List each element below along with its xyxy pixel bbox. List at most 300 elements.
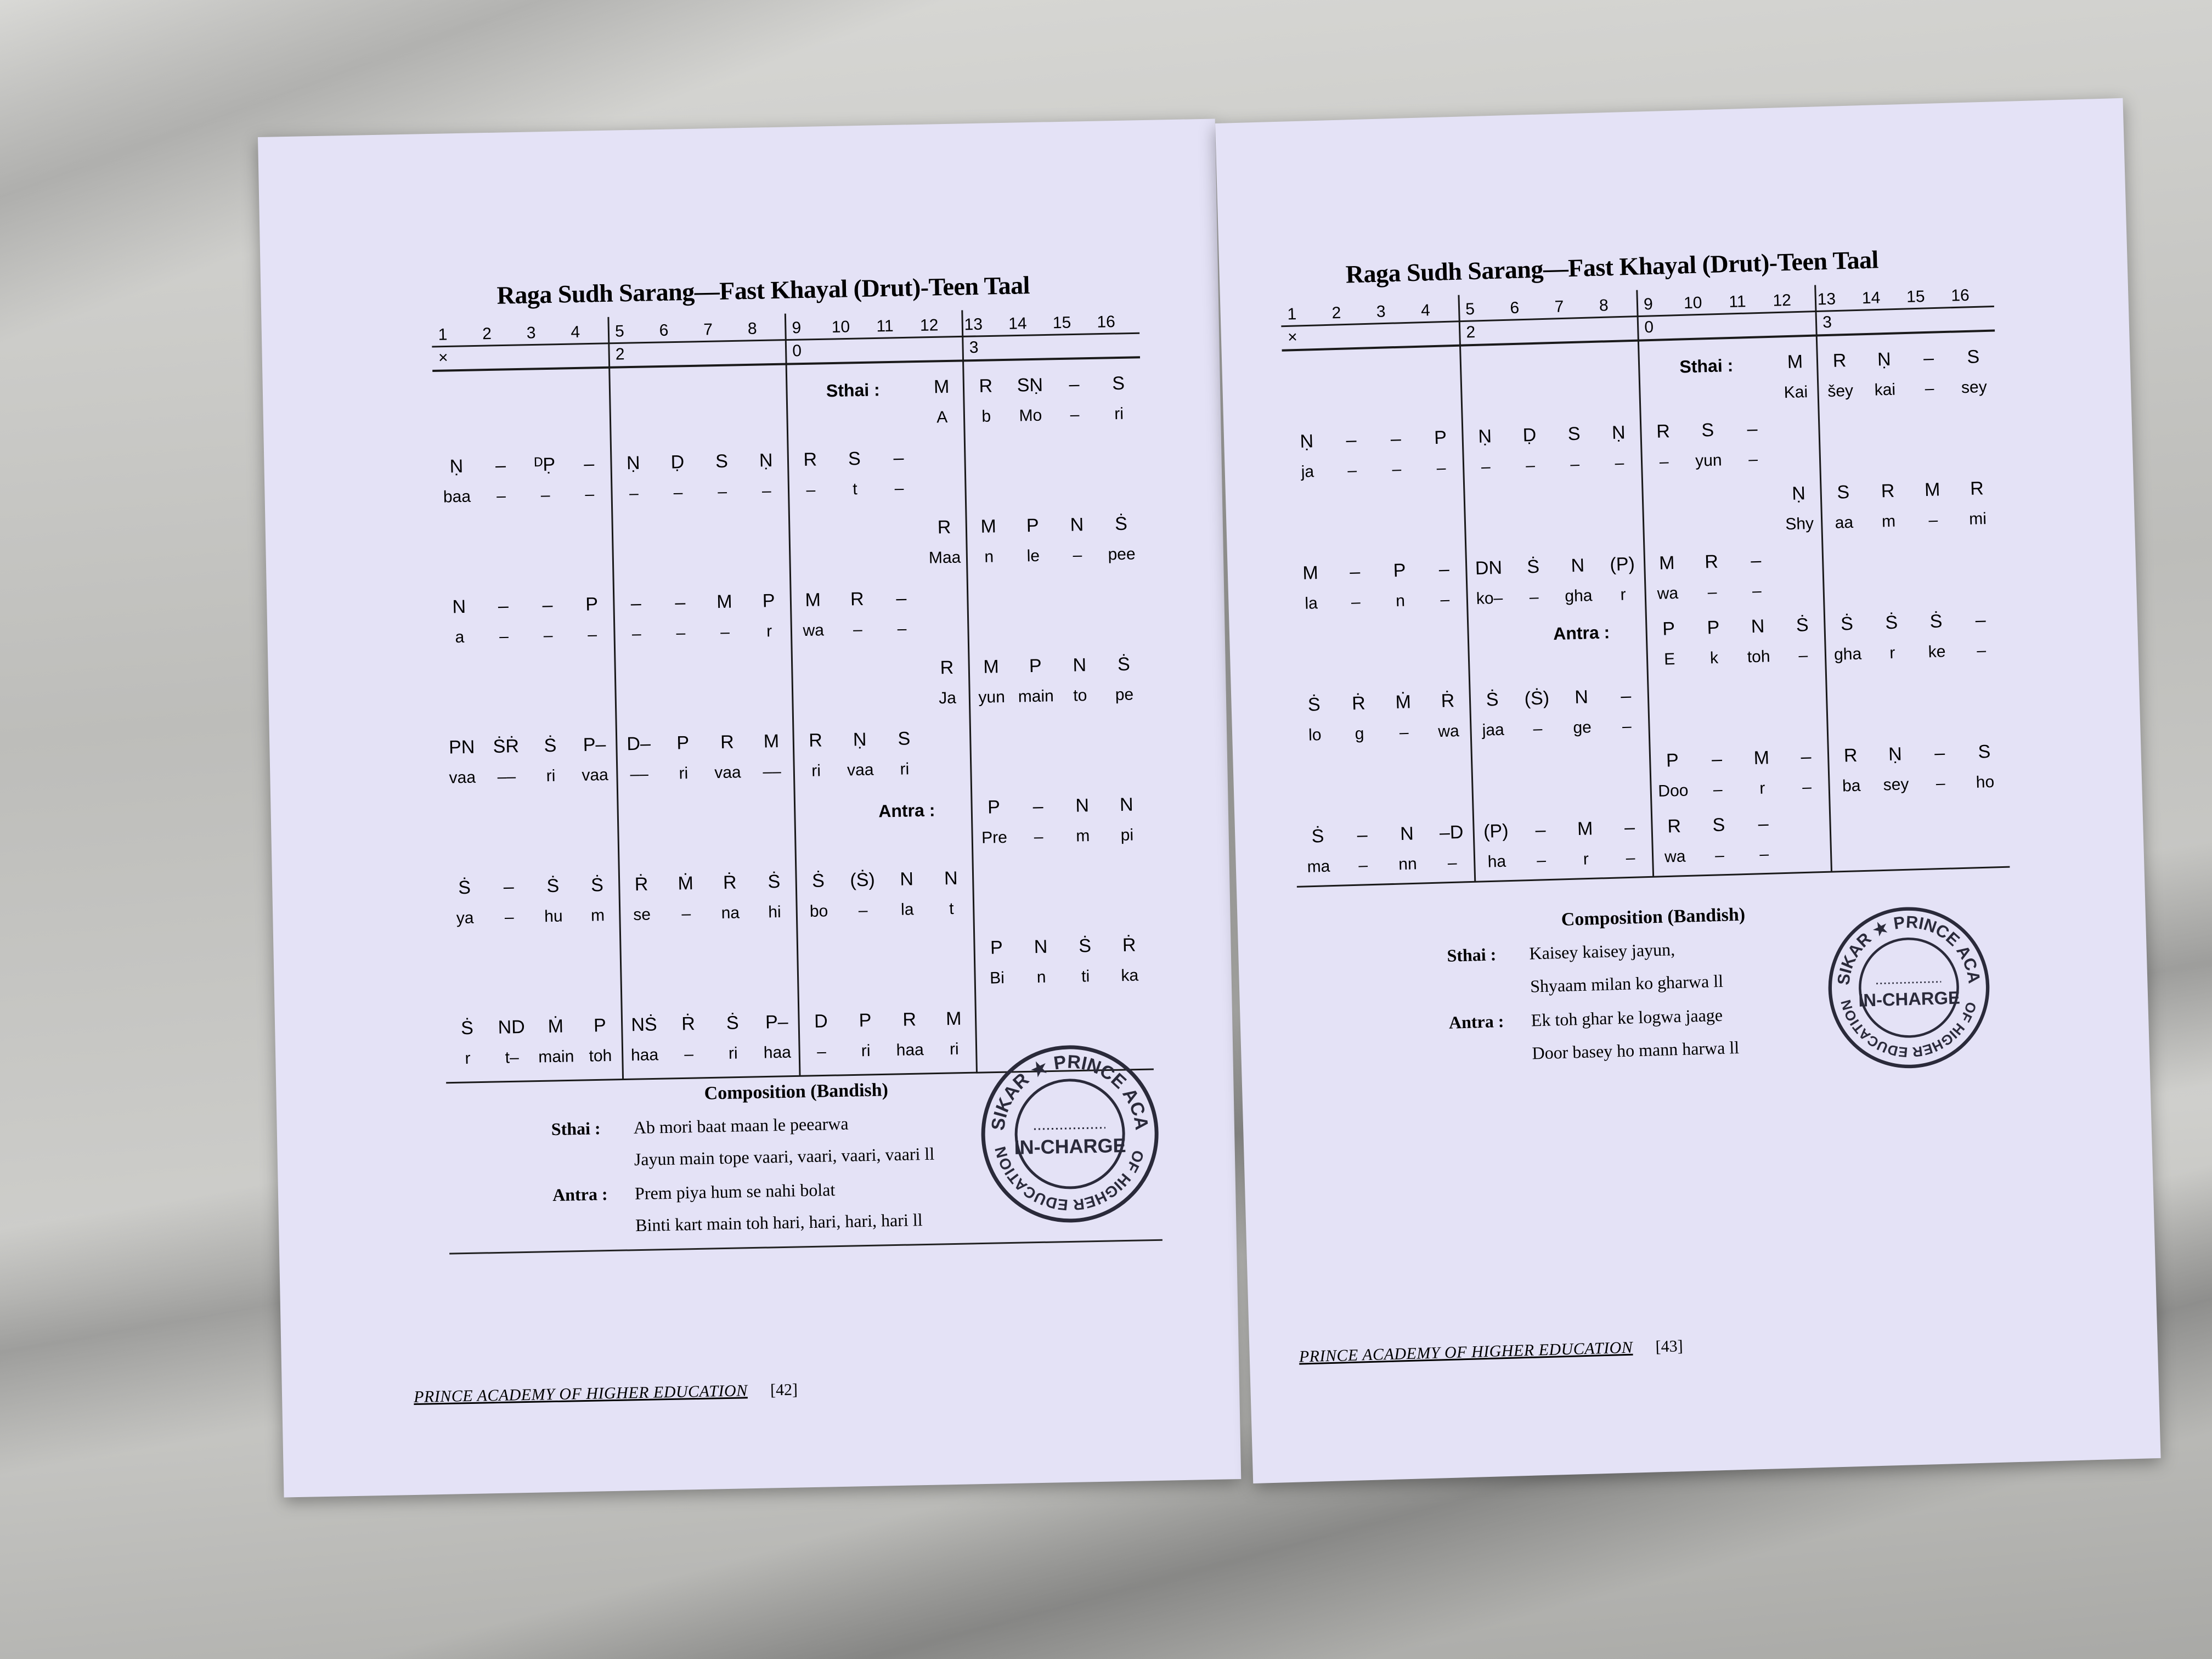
swar-note: Ṙ <box>681 1013 696 1035</box>
swar-note: N <box>1751 616 1765 637</box>
stamp <box>1824 903 1993 1072</box>
swar-note: – <box>893 447 904 469</box>
lyric-syllable: – <box>1536 851 1547 870</box>
swar-note: Ṡ <box>460 1017 474 1039</box>
lyric-syllable: Mo <box>1019 406 1042 425</box>
beat-number: 8 <box>1599 296 1609 315</box>
sthai-label: Sthai : <box>551 1118 601 1139</box>
lyric-syllable: t– <box>505 1048 520 1067</box>
swar-note: N <box>1119 794 1133 816</box>
swar-note: S <box>1836 481 1850 503</box>
swar-note: N <box>944 867 958 889</box>
stamp-seal-icon <box>978 1042 1162 1226</box>
lyric-syllable: ri <box>811 761 821 780</box>
lyric-syllable: wa <box>1664 847 1686 866</box>
swar-note: P <box>1393 560 1406 582</box>
swar-note: N <box>452 596 466 618</box>
beat-number: 9 <box>1643 295 1654 314</box>
notation-table <box>431 307 1153 1072</box>
lyric-syllable: – <box>1759 845 1769 864</box>
antra-label: Antra : <box>552 1184 608 1205</box>
taali-marker: 2 <box>615 345 625 364</box>
swar-note: R <box>720 731 735 753</box>
swar-note: Ṡ <box>1486 689 1499 710</box>
lyric-syllable: – <box>1447 854 1457 872</box>
swar-note: N <box>1073 654 1087 676</box>
swar-note: ND <box>498 1016 526 1038</box>
swar-note: Ṡ <box>768 871 781 893</box>
beat-number: 10 <box>831 318 850 336</box>
beat-number: 12 <box>919 316 939 335</box>
swar-note: P <box>1029 655 1042 677</box>
swar-note: M <box>1302 562 1319 584</box>
swar-note: – <box>1357 824 1368 846</box>
lyric-syllable: le <box>1026 546 1040 566</box>
lyric-syllable: se <box>633 905 651 924</box>
taali-marker: 0 <box>792 342 802 360</box>
taali-marker: 3 <box>969 338 979 357</box>
swar-note: Ṇ <box>1888 743 1903 765</box>
lyric-syllable: Shy <box>1785 514 1814 534</box>
swar-note: M <box>1658 552 1675 574</box>
swar-note: R <box>937 516 951 538</box>
lyric-syllable: la <box>1304 594 1318 613</box>
lyric-syllable: baa <box>443 487 471 506</box>
swar-note: R <box>1704 551 1719 573</box>
beat-number: 5 <box>1465 300 1475 319</box>
lyric-syllable: – <box>504 908 514 927</box>
lyric-syllable: sey <box>1883 775 1909 794</box>
svg-text:SIKAR ★ PRINCE ACADEMY: SIKAR ★ PRINCE ACADEMY <box>988 1051 1153 1132</box>
lyric-syllable: k <box>1709 648 1719 668</box>
swar-note: – <box>1750 550 1762 572</box>
beat-number: 8 <box>747 319 757 338</box>
swar-note: N <box>1075 795 1090 816</box>
lyric-syllable: bo <box>809 902 828 921</box>
left-page <box>258 119 1241 1498</box>
swar-note: M <box>763 730 780 752</box>
swar-note: N <box>1571 555 1585 577</box>
lyric-syllable: – <box>1034 827 1043 847</box>
lyric-syllable: ri <box>900 760 910 778</box>
lyric-syllable: – <box>1525 456 1536 475</box>
lyric-syllable: šey <box>1827 381 1854 401</box>
lyric-syllable: ma <box>1307 857 1330 876</box>
lyric-syllable: ya <box>456 909 474 928</box>
lyric-syllable: – <box>1976 641 1987 660</box>
lyric-syllable: – <box>1925 379 1934 398</box>
page-title: Raga Sudh Sarang—Fast Khayal (Drut)-Teen Taal <box>1345 245 1879 289</box>
beat-number: 1 <box>438 325 448 344</box>
swar-note: Ṡ <box>1114 513 1128 535</box>
swar-note: Ṙ <box>1122 934 1136 956</box>
beat-number: 11 <box>1728 292 1746 311</box>
swar-note: P <box>1434 427 1447 449</box>
swar-note: SṆ <box>1017 374 1043 396</box>
swar-note: N <box>1070 514 1084 535</box>
lyric-syllable: ri <box>949 1040 959 1059</box>
beat-number: 2 <box>1331 303 1341 323</box>
beat-number: 5 <box>614 322 625 341</box>
sthai-label: Sthai : <box>1447 944 1497 966</box>
lyric-syllable: la <box>900 900 914 919</box>
swar-note: (P) <box>1483 820 1509 842</box>
swar-note: Ṡ <box>1078 935 1092 957</box>
lyric-syllable: – <box>543 626 553 645</box>
taali-marker: × <box>1287 328 1298 347</box>
lyric-syllable: – <box>1399 723 1409 742</box>
swar-note: R <box>1970 478 1984 499</box>
swar-note: Ṡ <box>544 735 557 757</box>
lyric-syllable: – <box>720 623 730 641</box>
swar-note: P <box>1026 515 1039 537</box>
swar-note: NṠ <box>631 1014 657 1036</box>
antra-line-1: Ek toh ghar ke logwa jaage <box>1531 1005 1723 1030</box>
lyric-syllable: ri <box>1114 404 1124 424</box>
svg-text:IN-CHARGE: IN-CHARGE <box>1014 1133 1126 1159</box>
swar-note: S <box>1567 423 1581 445</box>
page-title: Raga Sudh Sarang—Fast Khayal (Drut)-Teen Taal <box>496 271 1030 309</box>
lyric-syllable: pe <box>1115 685 1134 704</box>
swar-note: – <box>498 595 509 617</box>
lyric-syllable: vaa <box>449 768 476 787</box>
swar-note: – <box>1975 610 1987 631</box>
beat-number: 4 <box>1420 301 1431 320</box>
footer-academy: PRINCE ACADEMY OF HIGHER EDUCATION <box>413 1381 748 1406</box>
swar-note: (Ṡ) <box>850 869 876 891</box>
lyric-syllable: – <box>1713 780 1723 799</box>
lyric-syllable: – <box>858 901 868 920</box>
swar-note: (P) <box>1609 553 1635 575</box>
beat-number: 7 <box>1554 297 1564 316</box>
lyric-syllable: ke <box>1928 642 1946 662</box>
lyric-syllable: Bi <box>989 969 1005 988</box>
swar-note: (Ṡ) <box>1524 687 1550 709</box>
swar-note: Ṡ <box>811 870 825 891</box>
lyric-syllable: ri <box>679 764 689 783</box>
lyric-syllable: – <box>1481 458 1491 476</box>
swar-note: P <box>585 594 599 615</box>
swar-note: Ṇ <box>449 455 464 477</box>
lyric-syllable: aa <box>1835 513 1854 532</box>
beat-number: 7 <box>703 320 713 339</box>
beat-number: 15 <box>1906 287 1925 306</box>
lyric-syllable: kai <box>1874 380 1896 399</box>
swar-note: M <box>1787 351 1803 373</box>
lyric-syllable: r <box>1583 850 1589 868</box>
lyric-syllable: lo <box>1308 726 1322 744</box>
lyric-syllable: vaa <box>714 763 741 782</box>
lyric-syllable: haa <box>630 1046 659 1065</box>
section-label: Sthai : <box>1679 355 1734 377</box>
lyric-syllable: sey <box>1961 377 1988 397</box>
swar-note: N <box>1034 936 1048 958</box>
swar-note: – <box>542 594 553 616</box>
swar-note: – <box>495 455 506 476</box>
lyric-syllable: gha <box>1833 645 1862 664</box>
swar-note: R <box>808 730 823 751</box>
swar-note: R <box>1881 480 1895 502</box>
lyric-syllable: – <box>673 483 683 502</box>
lyric-syllable: –– <box>630 765 649 784</box>
composition-title: Composition (Bandish) <box>704 1080 889 1104</box>
swar-note: M <box>805 589 821 611</box>
swar-note: M <box>1753 747 1770 769</box>
lyric-syllable: ri <box>861 1041 871 1060</box>
swar-note: Ṇ <box>1477 426 1492 447</box>
lyric-syllable: Kai <box>1784 383 1808 402</box>
lyric-syllable: mi <box>1968 510 1987 528</box>
lyric-syllable: – <box>1626 849 1635 867</box>
swar-note: – <box>675 592 686 613</box>
swar-note: –D <box>1439 821 1464 844</box>
lyric-syllable: ba <box>1842 776 1861 795</box>
lyric-syllable: – <box>1802 778 1812 797</box>
lyric-syllable: Maa <box>928 548 961 567</box>
lyric-syllable: Doo <box>1657 781 1689 800</box>
swar-note: – <box>1934 742 1945 764</box>
lyric-syllable: yun <box>978 688 1006 707</box>
swar-note: M <box>983 656 1000 678</box>
lyric-syllable: ri <box>728 1044 738 1063</box>
lyric-syllable: pi <box>1120 826 1134 845</box>
lyric-syllable: – <box>676 624 686 642</box>
swar-note: Ṁ <box>678 873 694 894</box>
swar-note: P <box>859 1009 872 1031</box>
lyric-syllable: to <box>1073 686 1087 705</box>
beat-number: 13 <box>1817 290 1836 309</box>
beat-number: 14 <box>1861 289 1881 308</box>
taali-marker: 3 <box>1822 313 1832 332</box>
swar-note: – <box>503 876 515 898</box>
swar-note: P <box>1707 617 1720 639</box>
swar-note: – <box>1390 428 1402 450</box>
swar-note: Ṙ <box>634 873 648 895</box>
swar-note: – <box>1747 418 1758 440</box>
lyric-syllable: – <box>1752 582 1762 600</box>
beat-number: 13 <box>964 315 983 334</box>
antra-label: Antra : <box>1448 1011 1504 1032</box>
lyric-syllable: – <box>1436 459 1446 477</box>
stamp-seal-icon <box>1824 903 1993 1072</box>
taali-marker: 2 <box>1466 323 1476 342</box>
lyric-syllable: – <box>806 481 816 499</box>
lyric-syllable: – <box>585 485 595 504</box>
lyric-syllable: – <box>816 1042 827 1061</box>
page-number: [43] <box>1655 1337 1684 1356</box>
lyric-syllable: Pre <box>981 828 1008 847</box>
swar-note: N <box>1574 686 1589 708</box>
swar-note: – <box>1032 795 1043 817</box>
swar-note: – <box>1349 561 1361 583</box>
swar-note: – <box>896 588 907 609</box>
swar-note: M <box>1577 818 1593 840</box>
swar-note: – <box>1923 347 1934 369</box>
swar-note: Ṡ <box>1307 694 1321 715</box>
lyric-syllable: ka <box>1121 966 1139 985</box>
beat-number: 2 <box>482 324 492 343</box>
swar-note: – <box>1535 819 1547 841</box>
swar-note: – <box>1758 813 1769 834</box>
lyric-syllable: ko– <box>1476 589 1503 608</box>
divider <box>449 1239 1163 1255</box>
lyric-syllable: – <box>1928 511 1938 529</box>
swar-note: Ṡ <box>726 1012 739 1034</box>
swar-note: Ṇ <box>759 450 773 471</box>
lyric-syllable: – <box>1351 592 1361 612</box>
swar-note: Ṡ <box>1796 614 1809 636</box>
lyric-syllable: n <box>1036 968 1046 987</box>
swar-note: – <box>1438 558 1450 580</box>
section-label: Antra : <box>878 800 935 821</box>
swar-note: P <box>987 797 1001 818</box>
swar-note: Ṇ <box>853 729 867 751</box>
lyric-syllable: – <box>1529 588 1539 607</box>
beat-number: 10 <box>1683 294 1702 313</box>
lyric-syllable: ho <box>1976 772 1995 792</box>
swar-note: Ṡ <box>590 874 604 896</box>
lyric-syllable: r <box>1620 585 1627 604</box>
antra-line-1: Prem piya hum se nahi bolat <box>634 1180 836 1204</box>
lyric-syllable: – <box>540 486 550 505</box>
taali-marker: 0 <box>1644 318 1654 337</box>
lyric-syllable: – <box>1070 405 1080 424</box>
lyric-syllable: –– <box>763 762 782 781</box>
swar-note: Ṡ <box>546 875 560 897</box>
lyric-syllable: r <box>1759 779 1765 798</box>
lyric-syllable: ri <box>546 766 556 786</box>
lyric-syllable: – <box>1440 590 1450 609</box>
swar-note: S <box>1978 741 1991 763</box>
lyric-syllable: – <box>1615 454 1624 472</box>
beat-number: 16 <box>1950 286 1970 305</box>
swar-note: Ṙ <box>723 872 737 893</box>
sthai-line-1: Kaisey kaisey jayun, <box>1528 939 1675 963</box>
lyric-syllable: – <box>1622 717 1632 736</box>
lyric-syllable: main <box>538 1047 574 1066</box>
lyric-syllable: gha <box>1564 586 1593 606</box>
lyric-syllable: – <box>1392 460 1402 479</box>
lyric-syllable: – <box>717 482 727 501</box>
swar-note: R <box>1667 815 1681 837</box>
swar-note: M <box>945 1008 962 1030</box>
swar-note: Ḍ <box>670 452 685 473</box>
lyric-syllable: haa <box>763 1043 792 1062</box>
beat-number: 3 <box>526 324 536 342</box>
swar-note: Ṁ <box>1395 691 1412 713</box>
beat-number: 12 <box>1773 291 1792 310</box>
beat-number: 3 <box>1376 302 1386 321</box>
lyric-syllable: g <box>1355 724 1364 743</box>
swar-note: Ṇ <box>1611 422 1626 444</box>
lyric-syllable: – <box>496 487 506 505</box>
swar-note: Ṇ <box>1877 348 1892 370</box>
lyric-syllable: b <box>981 407 991 426</box>
swar-note: R <box>1832 350 1847 371</box>
lyric-syllable: – <box>897 619 907 638</box>
sthai-line-2: Jayun main tope vaari, vaari, vaari, vaari ll <box>634 1143 935 1170</box>
lyric-syllable: – <box>1570 455 1580 474</box>
lyric-syllable: hi <box>768 902 781 922</box>
lyric-syllable: yun <box>1695 451 1723 470</box>
lyric-syllable: – <box>1936 774 1946 793</box>
lyric-syllable: t <box>949 899 954 918</box>
swar-note: R <box>979 375 993 397</box>
swar-note: – <box>1069 374 1080 395</box>
lyric-syllable: m <box>1881 512 1896 531</box>
swar-note: Ṡ <box>1117 653 1131 675</box>
footer-academy: PRINCE ACADEMY OF HIGHER EDUCATION <box>1299 1338 1633 1366</box>
composition-title: Composition (Bandish) <box>1561 904 1746 930</box>
swar-note: N <box>900 868 914 890</box>
swar-note: P– <box>583 734 606 755</box>
lyric-syllable: – <box>588 625 597 644</box>
swar-note: R <box>940 657 954 679</box>
swar-note: Ṡ <box>1884 612 1898 634</box>
swar-note: P <box>1662 618 1675 640</box>
lyric-syllable: n <box>1395 591 1406 611</box>
lyric-syllable: main <box>1018 687 1054 706</box>
lyric-syllable: – <box>1659 453 1669 471</box>
lyric-syllable: – <box>631 624 641 644</box>
beat-number: 1 <box>1286 305 1297 324</box>
swar-note: P <box>676 732 690 754</box>
swar-note: M <box>716 591 732 613</box>
svg-text:OF HIGHER EDUCATION: OF HIGHER EDUCATION <box>1838 998 1979 1060</box>
swar-note: Ṇ <box>1791 483 1806 504</box>
antra-line-2: Binti kart main toh hari, hari, hari, hari ll <box>635 1210 923 1235</box>
lyric-syllable: vaa <box>582 765 609 785</box>
swar-note: Ṡ <box>458 877 471 899</box>
swar-note: DN <box>1475 557 1503 579</box>
swar-note: – <box>1346 430 1357 451</box>
swar-note: P– <box>765 1011 788 1033</box>
right-page <box>1215 98 2161 1483</box>
lyric-syllable: t <box>852 480 857 499</box>
swar-note: Ṡ <box>1526 556 1540 578</box>
swar-note: P <box>762 590 775 612</box>
swar-note: S <box>1966 346 1980 368</box>
beat-number: 4 <box>571 323 580 342</box>
swar-note: P <box>990 937 1003 958</box>
lyric-syllable: r <box>1889 644 1895 663</box>
beat-number: 6 <box>1510 298 1520 318</box>
svg-text:IN-CHARGE: IN-CHARGE <box>1858 987 1961 1011</box>
lyric-syllable: – <box>684 1045 694 1064</box>
swar-note: R <box>902 1009 917 1030</box>
swar-note: R <box>803 449 817 471</box>
swar-note: Ḍ <box>1522 424 1537 446</box>
grid-line <box>785 314 800 1076</box>
lyric-syllable: wa <box>1437 722 1460 741</box>
taali-marker: × <box>438 348 448 367</box>
lyric-syllable: – <box>629 484 639 503</box>
svg-text:OF HIGHER EDUCATION: OF HIGHER EDUCATION <box>991 1144 1148 1214</box>
svg-text:SIKAR ★ PRINCE ACADEMY: SIKAR ★ PRINCE ACADEMY <box>1833 912 1984 986</box>
swar-note: Ṙ <box>1441 690 1455 712</box>
swar-note: Ṇ <box>1300 431 1314 452</box>
lyric-syllable: hu <box>544 907 563 926</box>
lyric-syllable: – <box>1714 846 1725 865</box>
lyric-syllable: E <box>1663 650 1675 669</box>
lyric-syllable: – <box>1533 719 1543 738</box>
lyric-syllable: haa <box>896 1041 924 1059</box>
swar-note: Ṡ <box>1929 611 1943 632</box>
page-number: [42] <box>770 1380 798 1400</box>
lyric-syllable: vaa <box>847 760 874 780</box>
swar-note: M <box>933 376 950 398</box>
lyric-syllable: – <box>1358 856 1368 875</box>
